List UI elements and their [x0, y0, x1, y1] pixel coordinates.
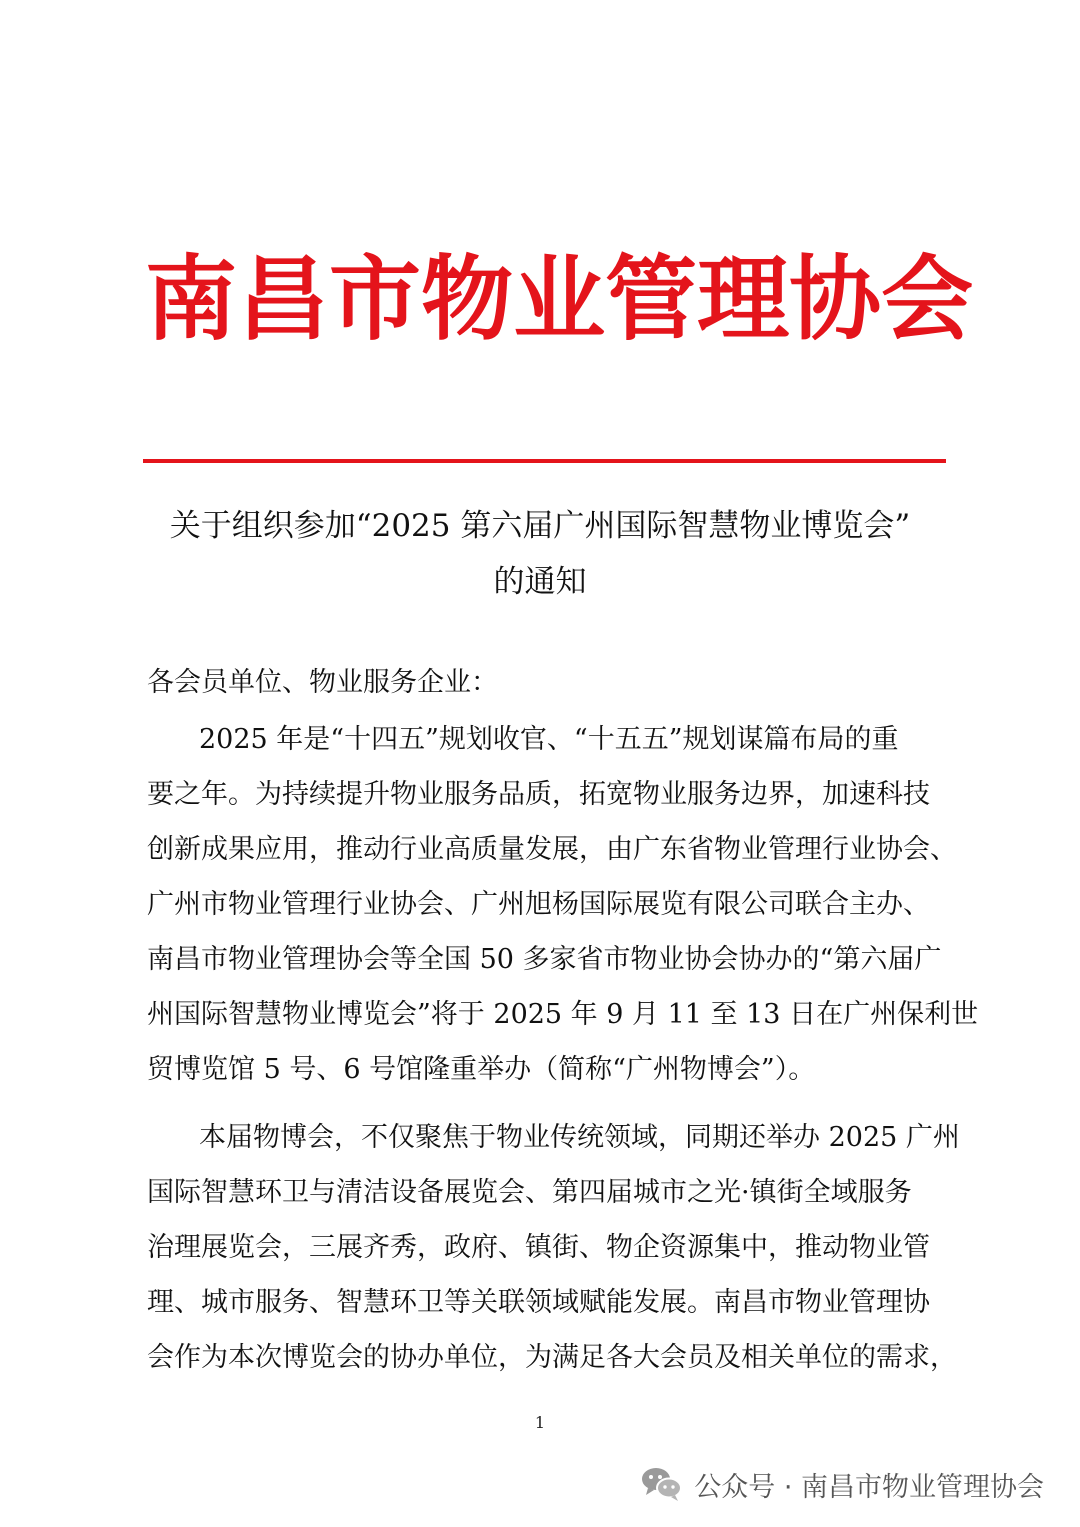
body-line: 治理展览会，三展齐秀，政府、镇街、物企资源集中，推动物业管: [147, 1232, 930, 1263]
body-line: 国际智慧环卫与清洁设备展览会、第四届城市之光·镇街全域服务: [147, 1177, 912, 1208]
letterhead-title: [145, 238, 974, 362]
body-line: 会作为本次博览会的协办单位，为满足各大会员及相关单位的需求，: [147, 1342, 957, 1373]
notice-title-line-1: 关于组织参加“2025 第六届广州国际智慧物业博览会”: [169, 508, 911, 544]
letterhead-char: 理: [697, 246, 790, 353]
letterhead-char: 市: [329, 246, 422, 353]
wechat-icon: [640, 1464, 684, 1504]
letterhead-char: 协: [789, 246, 882, 353]
body-line: 创新成果应用，推动行业高质量发展，由广东省物业管理行业协会、: [147, 834, 957, 865]
body-line: 贸博览馆 5 号、6 号馆隆重举办（简称“广州物博会”）。: [147, 1054, 816, 1085]
wechat-watermark: [640, 1456, 1044, 1512]
letterhead-char: 管: [605, 246, 698, 353]
letterhead-char: 南: [145, 246, 238, 353]
red-divider: [143, 459, 946, 463]
letterhead-char: 昌: [237, 246, 330, 353]
letterhead-char: 业: [513, 246, 606, 353]
letterhead-char: 会: [881, 246, 974, 353]
salutation: 各会员单位、物业服务企业：: [147, 667, 498, 698]
watermark-text: 公众号 · 南昌市物业管理协会: [694, 1471, 1044, 1503]
body-line: 州国际智慧物业博览会”将于 2025 年 9 月 11 至 13 日在广州保利世: [147, 999, 979, 1030]
body-line: 本届物博会，不仅聚焦于物业传统领域，同期还举办 2025 广州: [199, 1122, 960, 1153]
notice-title-line-2: 的通知: [493, 564, 587, 600]
body-line: 广州市物业管理行业协会、广州旭杨国际展览有限公司联合主办、: [147, 889, 930, 920]
body-line: 2025 年是“十四五”规划收官、“十五五”规划谋篇布局的重: [199, 724, 899, 755]
body-line: 理、城市服务、智慧环卫等关联领域赋能发展。南昌市物业管理协: [147, 1287, 930, 1318]
body-line: 南昌市物业管理协会等全国 50 多家省市物业协会协办的“第六届广: [147, 944, 942, 975]
letterhead-char: 物: [421, 246, 514, 353]
page-number: 1: [534, 1413, 546, 1432]
body-line: 要之年。为持续提升物业服务品质，拓宽物业服务边界，加速科技: [147, 779, 930, 810]
